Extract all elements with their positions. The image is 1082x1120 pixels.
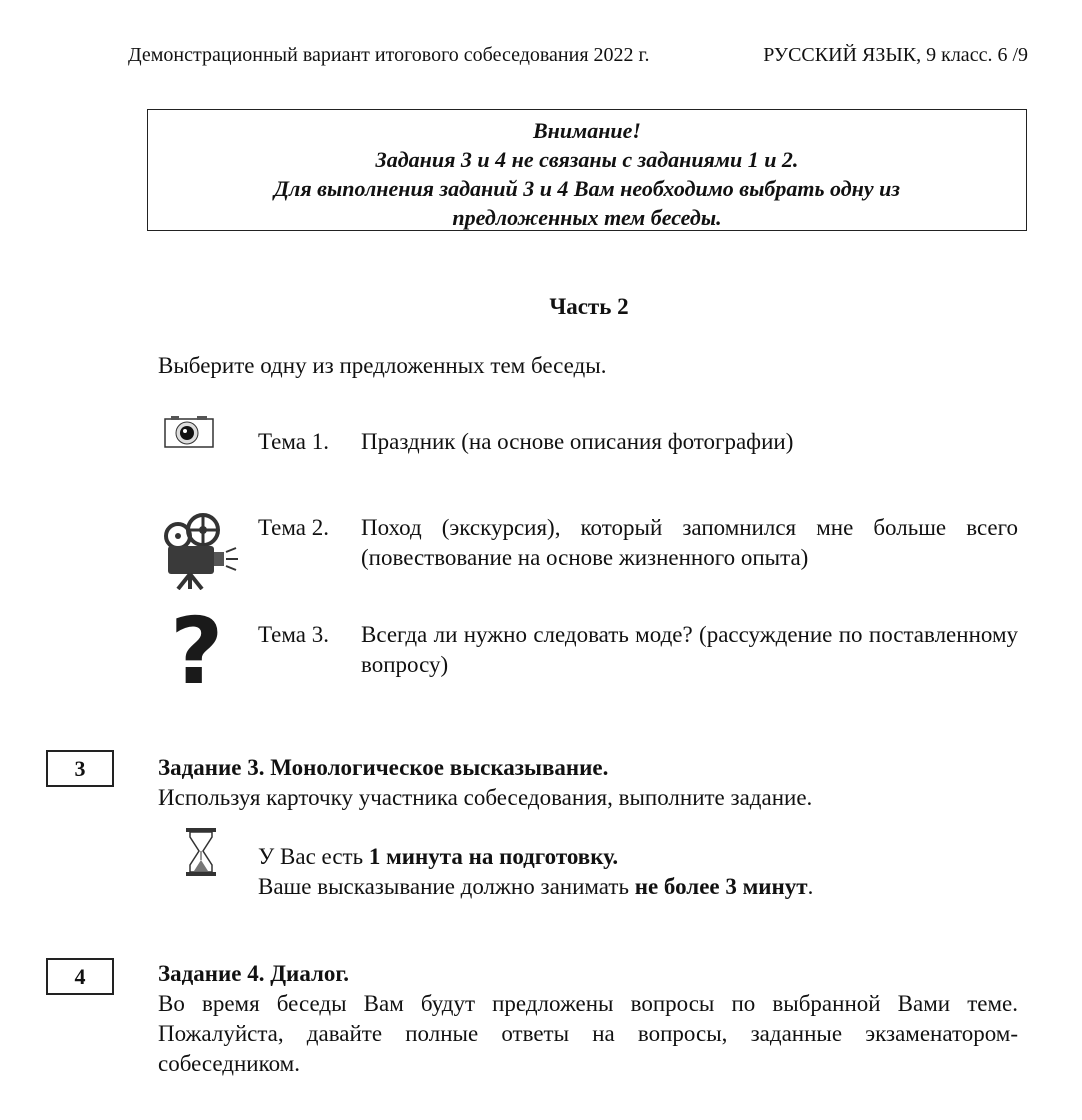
- notice-line-2: Задания 3 и 4 не связаны с заданиями 1 и 2.: [375, 147, 799, 172]
- notice-line-1: Внимание!: [533, 118, 641, 143]
- task-4-text: Во время беседы Вам будут предложены вопросы по выбранной Вами теме. Пожалуйста, давайте полные ответы на вопросы, заданные экзаменатором-собеседником.: [158, 991, 1018, 1076]
- header-right: РУССКИЙ ЯЗЫК, 9 класс. 6 /9: [763, 44, 1028, 66]
- task-4: [158, 959, 1018, 1079]
- intro-text: Выберите одну из предложенных тем беседы.: [158, 353, 607, 378]
- topic-2: [258, 513, 1018, 573]
- topic-1: [258, 427, 1018, 457]
- task-3-note: [258, 842, 813, 902]
- topic-2-label: Тема 2.: [258, 515, 329, 540]
- duration-pre: Ваше высказывание должно занимать: [258, 874, 635, 899]
- hourglass-icon: [184, 827, 218, 877]
- duration-line: [258, 872, 813, 902]
- page-header: [128, 44, 1028, 67]
- prep-time-bold: 1 минута на подготовку.: [368, 844, 619, 869]
- task-4-title: Задание 4. Диалог.: [158, 961, 350, 986]
- topic-3-text: Всегда ли нужно следовать моде? (рассуждение по поставленному вопросу): [361, 622, 1018, 677]
- film-projector-icon: [156, 512, 240, 590]
- duration-post: .: [807, 874, 814, 899]
- task-3-text: Используя карточку участника собеседования, выполните задание.: [158, 785, 813, 810]
- notice-line-4: предложенных тем беседы.: [452, 205, 722, 230]
- task-3-number: 3: [46, 750, 114, 787]
- header-left: Демонстрационный вариант итогового собеседования 2022 г.: [128, 44, 650, 66]
- part-title: Часть 2: [549, 294, 629, 319]
- prep-time-line: [258, 842, 813, 872]
- topic-2-text: Поход (экскурсия), который запомнился мне больше всего (повествование на основе жизненного опыта): [361, 515, 1018, 570]
- prep-time-pre: У Вас есть: [258, 844, 369, 869]
- question-mark-icon: ?: [170, 598, 224, 705]
- notice-line-3: Для выполнения заданий 3 и 4 Вам необходимо выбрать одну из: [274, 176, 900, 201]
- topic-1-label: Тема 1.: [258, 429, 329, 454]
- task-3-title: Задание 3. Монологическое высказывание.: [158, 755, 609, 780]
- task-3: [158, 753, 1018, 813]
- camera-icon: [163, 414, 215, 450]
- topic-3-label: Тема 3.: [258, 622, 329, 647]
- topic-1-text: Праздник (на основе описания фотографии): [361, 429, 794, 454]
- notice-box: [147, 109, 1027, 231]
- task-4-number: 4: [46, 958, 114, 995]
- topic-3: [258, 620, 1018, 680]
- duration-bold: не более 3 минут: [634, 874, 808, 899]
